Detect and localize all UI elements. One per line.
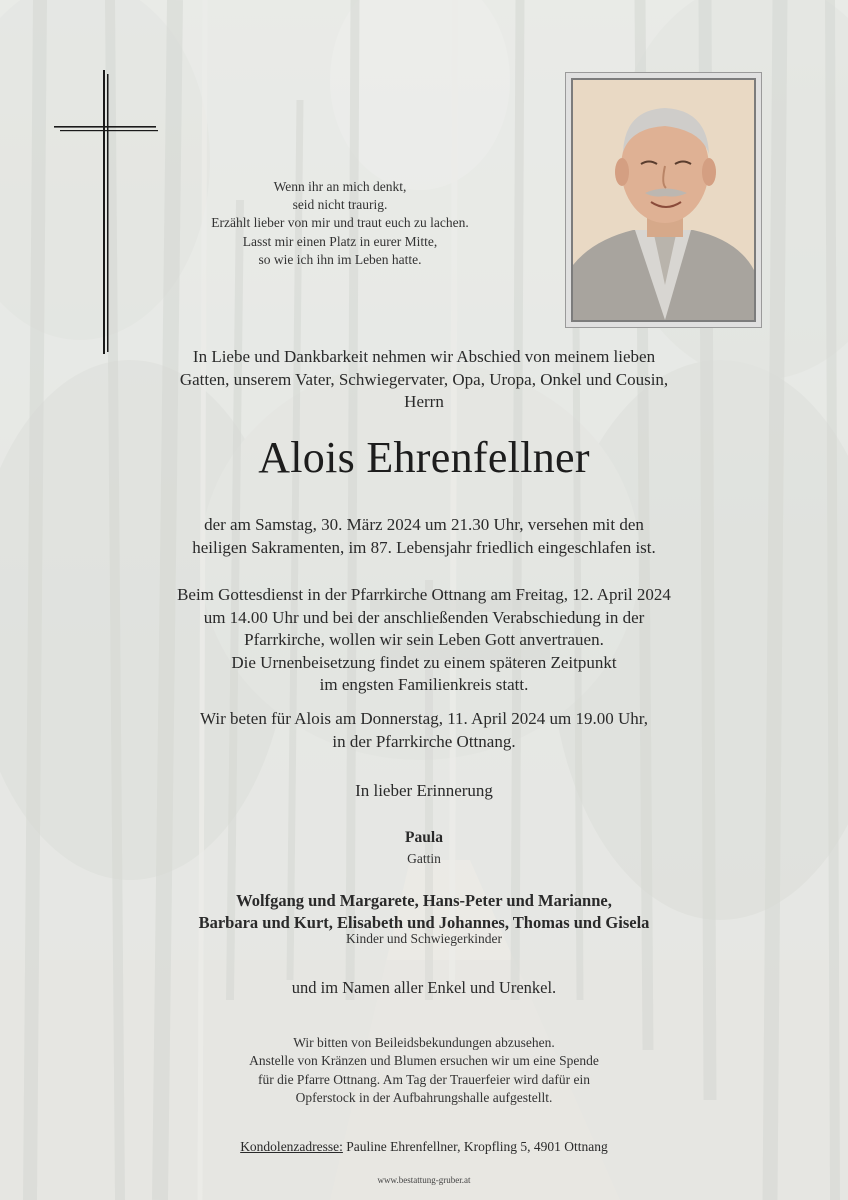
funeral-home-website[interactable]: www.bestattung-gruber.at [377,1175,471,1185]
service-line: um 14.00 Uhr und bei der anschließenden Verabschiedung in der [203,607,645,627]
address-label: Kondolenzadresse: [240,1139,343,1154]
grandchildren-text: und im Namen aller Enkel und Urenkel. [291,978,557,997]
note-line: für die Pfarre Ottnang. Am Tag der Trauerfeier wird dafür ein [257,1071,591,1087]
intro-line: Herrn [404,392,444,411]
death-notice [0,514,848,559]
verse-line: Wenn ihr an mich denkt, [273,179,407,194]
service-line: Die Urnenbeisetzung findet zu einem späteren Zeitpunkt [231,652,617,672]
spouse-role: Gattin [407,851,441,866]
cross-icon [54,70,158,356]
portrait-frame [565,72,762,328]
prayer-line: Wir beten für Alois am Donnerstag, 11. April 2024 um 19.00 Uhr, [200,709,648,728]
memorial-verse [150,178,530,269]
spouse-name: Paula [405,829,443,846]
children-role: Kinder und Schwiegerkinder [346,931,502,946]
portrait-photo [571,78,756,322]
service-line: im engsten Familienkreis statt. [319,675,529,694]
condolence-address [0,1138,848,1156]
death-notice-line: der am Samstag, 30. März 2024 um 21.30 Uhr, versehen mit den [204,515,644,534]
farewell-intro [0,346,848,414]
prayer-details [0,708,848,753]
address-value: Pauline Ehrenfellner, Kropfling 5, 4901 Ottnang [342,1139,608,1154]
verse-line: Lasst mir einen Platz in eurer Mitte, [242,233,438,249]
service-details [0,584,848,697]
intro-line: Gatten, unserem Vater, Schwiegervater, Opa, Uropa, Onkel und Cousin, [179,369,669,389]
note-line: Wir bitten von Beileidsbekundungen abzusehen. [293,1035,555,1050]
children-line: Wolfgang und Margarete, Hans-Peter und Marianne, [236,891,612,910]
service-line: Beim Gottesdienst in der Pfarrkirche Ottnang am Freitag, 12. April 2024 [177,585,671,604]
children-names [0,890,848,934]
verse-line: seid nicht traurig. [292,197,388,213]
closing-text: In lieber Erinnerung [355,781,493,800]
verse-line: so wie ich ihn im Leben hatte. [258,251,422,267]
intro-line: In Liebe und Dankbarkeit nehmen wir Abschied von meinem lieben [192,347,656,366]
service-line: Pfarrkirche, wollen wir sein Leben Gott anvertrauen. [244,630,604,649]
death-notice-line: heiligen Sakramenten, im 87. Lebensjahr friedlich eingeschlafen ist. [192,537,656,557]
children-line: Barbara und Kurt, Elisabeth und Johannes, Thomas und Gisela [198,913,650,932]
prayer-line: in der Pfarrkirche Ottnang. [332,731,516,751]
donation-note [0,1034,848,1107]
note-line: Opferstock in der Aufbahrungshalle aufgestellt. [295,1089,553,1105]
note-line: Anstelle von Kränzen und Blumen ersuchen wir um eine Spende [249,1053,599,1069]
verse-line: Erzählt lieber von mir und traut euch zu lachen. [211,215,469,231]
deceased-name: Alois Ehrenfellner [258,433,590,482]
